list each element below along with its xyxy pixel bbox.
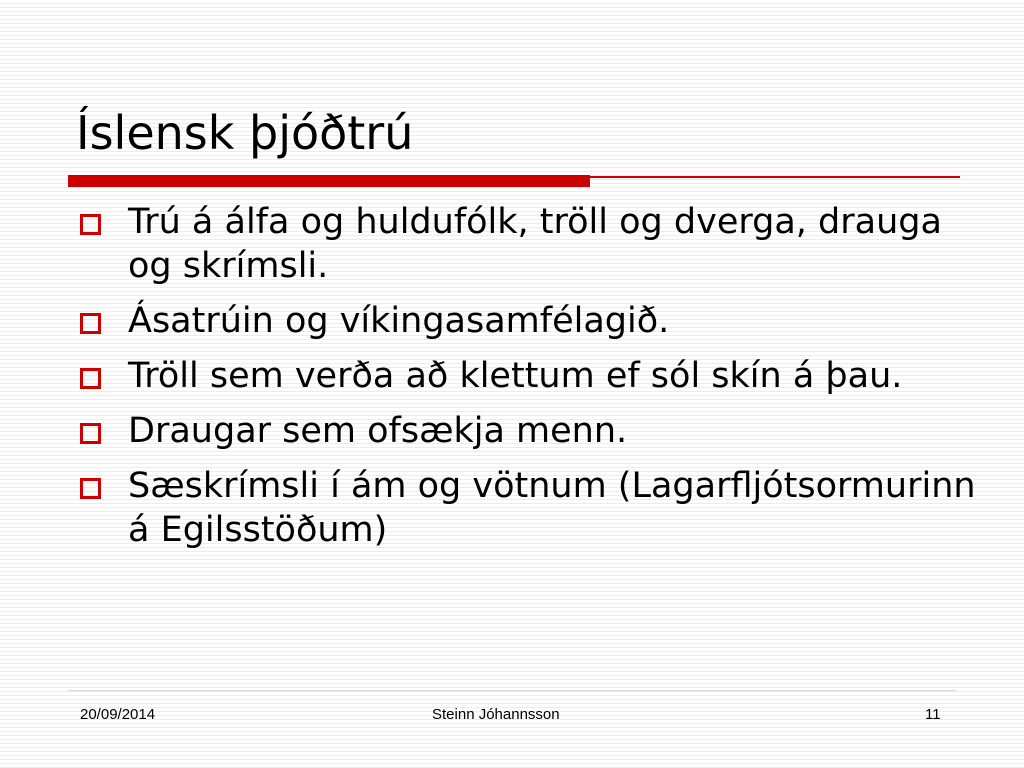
footer-divider	[68, 690, 956, 691]
square-bullet-icon	[80, 423, 101, 444]
bullet-text: Ásatrúin og víkingasamfélagið.	[128, 301, 670, 341]
footer-author: Steinn Jóhannsson	[432, 706, 560, 723]
square-bullet-icon	[80, 214, 101, 235]
page-number: 11	[925, 706, 941, 723]
bullet-text: Draugar sem ofsækja menn.	[128, 411, 628, 451]
bullet-item	[76, 464, 976, 552]
bullet-item	[76, 200, 976, 288]
bullet-text: Trú á álfa og huldufólk, tröll og dverga, drauga og skrímsli.	[128, 202, 942, 286]
square-bullet-icon	[80, 478, 101, 499]
square-bullet-icon	[80, 313, 101, 334]
square-bullet-icon	[80, 368, 101, 389]
bullet-list	[76, 200, 976, 563]
footer-date: 20/09/2014	[80, 706, 156, 723]
bullet-text: Tröll sem verða að klettum ef sól skín á þau.	[128, 356, 903, 396]
title-underline	[590, 176, 960, 178]
bullet-text: Sæskrímsli í ám og vötnum (Lagarfljótsormurinn á Egilsstöðum)	[128, 466, 976, 550]
bullet-item	[76, 299, 976, 343]
slide-title: Íslensk þjóðtrú	[76, 106, 414, 160]
bullet-item	[76, 354, 976, 398]
title-accent-bar	[68, 175, 590, 187]
bullet-item	[76, 409, 976, 453]
